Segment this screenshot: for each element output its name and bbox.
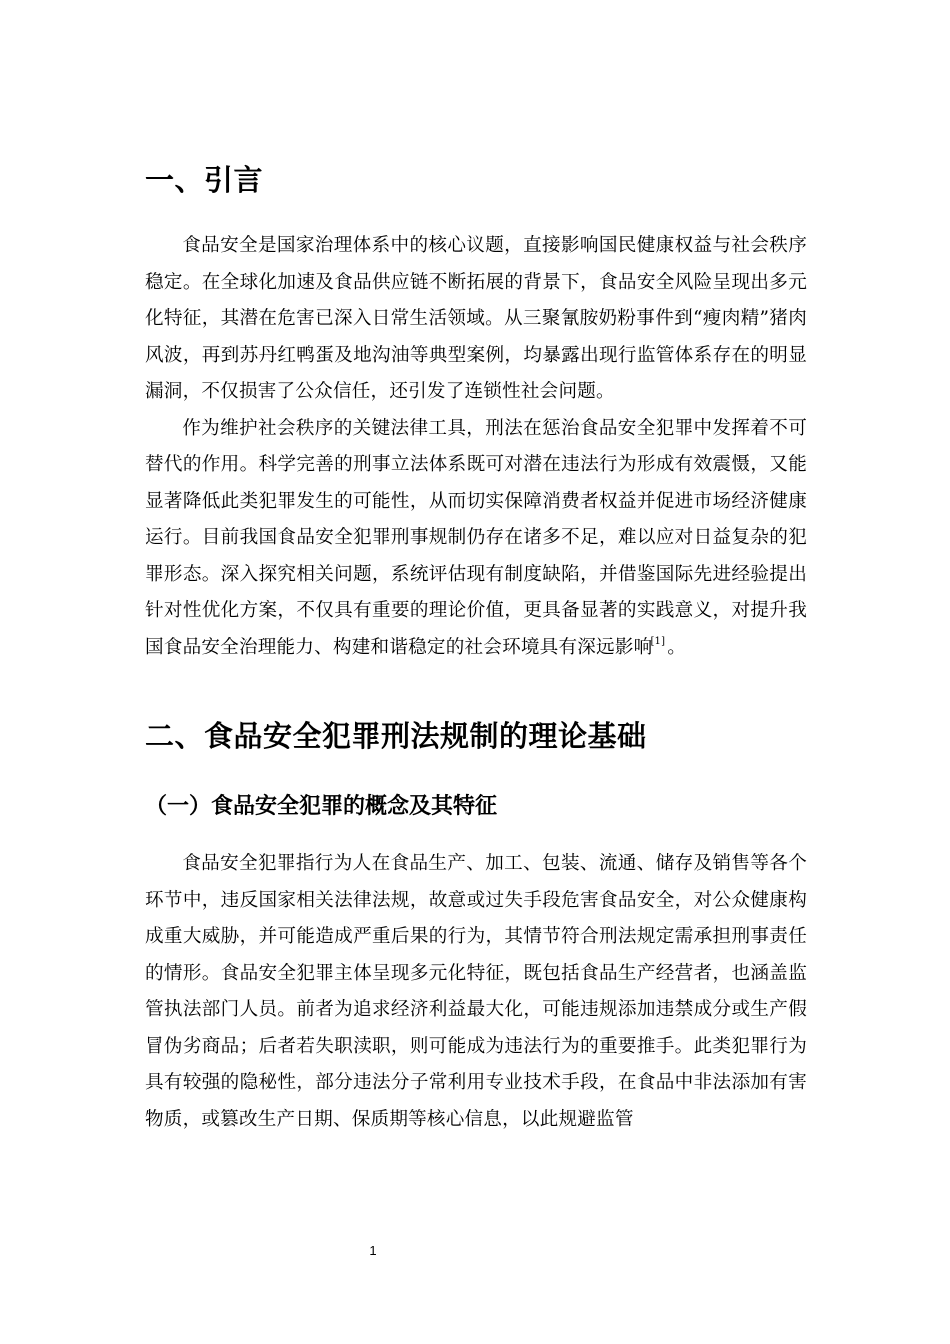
paragraph-with-citation: [145, 411, 807, 667]
page-content: [145, 150, 807, 1138]
subsection-heading-concept-features: （一）食品安全犯罪的概念及其特征: [145, 794, 498, 819]
citation-marker: [1]: [650, 635, 666, 647]
section-heading-theoretical-basis: 二、食品安全犯罪刑法规制的理论基础: [145, 719, 647, 753]
paragraph-text: 作为维护社会秩序的关键法律工具，刑法在惩治食品安全犯罪中发挥着不可替代的作用。科学完善的刑事立法体系既可对潜在违法行为形成有效震慑，又能显著降低此类犯罪发生的可能性，从而切实保障消费者权益并促进市场经济健康运行。目前我国食品安全犯罪刑事规制仍存在诸多不足，难以应对日益复杂的犯罪形态。深入探究相关问题，系统评估现有制度缺陷，并借鉴国际先进经验提出针对性优化方案，不仅具有重要的理论价值，更具备显著的实践意义，对提升我国食品安全治理能力、构建和谐稳定的社会环境具有深远影响: [145, 417, 807, 658]
paragraph: 食品安全犯罪指行为人在食品生产、加工、包装、流通、储存及销售等各个环节中，违反国家相关法律法规，故意或过失手段危害食品安全，对公众健康构成重大威胁，并可能造成严重后果的行为，其情节符合刑法规定需承担刑事责任的情形。食品安全犯罪主体呈现多元化特征，既包括食品生产经营者，也涵盖监管执法部门人员。前者为追求经济利益最大化，可能违规添加违禁成分或生产假冒伪劣商品；后者若失职渎职，则可能成为违法行为的重要推手。此类犯罪行为具有较强的隐秘性，部分违法分子常利用专业技术手段，在食品中非法添加有害物质，或篡改生产日期、保质期等核心信息，以此规避监管: [145, 853, 807, 1130]
paragraph: 食品安全是国家治理体系中的核心议题，直接影响国民健康权益与社会秩序稳定。在全球化加速及食品供应链不断拓展的背景下，食品安全风险呈现出多元化特征，其潜在危害已深入日常生活领域。从三聚氰胺奶粉事件到“瘦肉精”猪肉风波，再到苏丹红鸭蛋及地沟油等典型案例，均暴露出现行监管体系存在的明显漏洞，不仅损害了公众信任，还引发了连锁性社会问题。: [145, 235, 807, 402]
section-heading-introduction: 一、引言: [145, 163, 264, 197]
paragraph-end-punctuation: 。: [667, 636, 686, 658]
page-number: 1: [369, 1243, 377, 1258]
